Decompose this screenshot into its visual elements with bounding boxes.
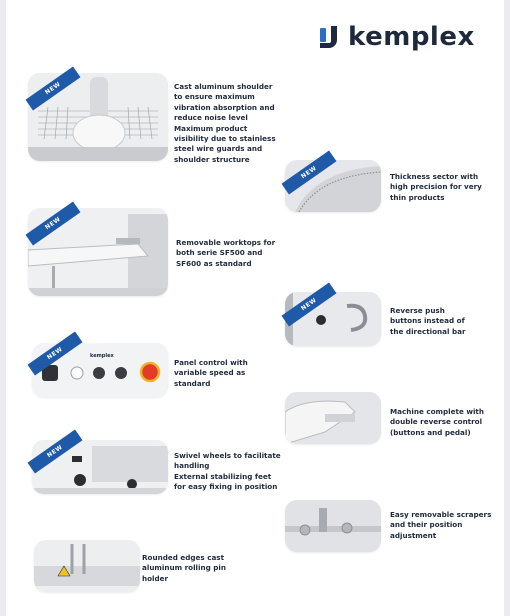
new-badge: NEW [28,332,83,376]
feature-image-rolling-pin-holder [34,540,140,592]
feature-caption-panel-control: Panel control with variable speed as standard [174,358,248,388]
feature-caption-reverse-control: Machine complete with double reverse control (buttons and pedal) [390,407,484,437]
brand-logo [318,22,475,52]
brochure-page [6,0,504,616]
kemplex-logo-icon [318,24,342,50]
feature-image-scrapers [285,500,381,552]
brand-name: kemplex [348,22,475,52]
feature-caption-wheels: Swivel wheels to facilitate handling External stabilizing feet for easy fixing in position [174,451,281,492]
feature-caption-rolling-pin-holder: Rounded edges cast aluminum rolling pin holder [142,553,226,583]
feature-caption-thickness: Thickness sector with high precision for very thin products [390,172,482,202]
feature-caption-scrapers: Easy removable scrapers and their position adjustment [390,510,492,540]
new-badge: NEW [26,202,81,246]
panel-logo-text: kemplex [90,353,114,359]
feature-caption-worktops: Removable worktops for both serie SF500 and SF600 as standard [176,238,276,268]
new-badge: NEW [282,283,337,327]
new-badge: NEW [282,151,337,195]
feature-caption-shoulder: Cast aluminum shoulder to ensure maximum vibration absorption and reduce noise level Maximum product visibility due to stainless steel wire guards and shoulder structure [174,82,276,164]
new-badge: NEW [26,67,81,111]
feature-image-reverse-control [285,392,381,444]
feature-caption-push-buttons: Reverse push buttons instead of the directional bar [390,306,466,336]
new-badge: NEW [28,430,83,474]
